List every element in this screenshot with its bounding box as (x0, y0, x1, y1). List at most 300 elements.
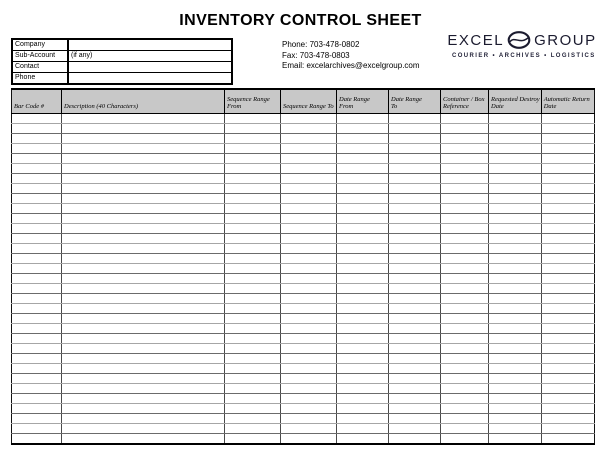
table-cell[interactable] (489, 264, 542, 274)
table-cell[interactable] (12, 394, 62, 404)
table-cell[interactable] (441, 114, 489, 124)
table-cell[interactable] (12, 424, 62, 434)
table-cell[interactable] (541, 204, 594, 214)
table-cell[interactable] (489, 364, 542, 374)
table-cell[interactable] (281, 244, 337, 254)
table-cell[interactable] (489, 144, 542, 154)
table-cell[interactable] (489, 414, 542, 424)
table-cell[interactable] (441, 344, 489, 354)
table-cell[interactable] (62, 354, 225, 364)
table-cell[interactable] (337, 114, 389, 124)
table-cell[interactable] (489, 234, 542, 244)
table-cell[interactable] (225, 244, 281, 254)
table-cell[interactable] (12, 234, 62, 244)
table-cell[interactable] (441, 304, 489, 314)
table-cell[interactable] (281, 134, 337, 144)
table-cell[interactable] (12, 354, 62, 364)
table-cell[interactable] (541, 194, 594, 204)
table-cell[interactable] (225, 134, 281, 144)
table-cell[interactable] (337, 274, 389, 284)
table-cell[interactable] (337, 124, 389, 134)
table-cell[interactable] (225, 154, 281, 164)
table-cell[interactable] (389, 374, 441, 384)
table-cell[interactable] (541, 274, 594, 284)
table-cell[interactable] (62, 334, 225, 344)
table-cell[interactable] (489, 314, 542, 324)
table-cell[interactable] (541, 254, 594, 264)
table-cell[interactable] (337, 194, 389, 204)
table-cell[interactable] (12, 314, 62, 324)
table-cell[interactable] (12, 374, 62, 384)
table-cell[interactable] (441, 354, 489, 364)
table-cell[interactable] (62, 424, 225, 434)
table-cell[interactable] (62, 184, 225, 194)
table-cell[interactable] (489, 214, 542, 224)
table-cell[interactable] (225, 354, 281, 364)
table-cell[interactable] (225, 384, 281, 394)
table-cell[interactable] (225, 114, 281, 124)
table-cell[interactable] (541, 124, 594, 134)
table-cell[interactable] (225, 394, 281, 404)
table-cell[interactable] (441, 384, 489, 394)
table-cell[interactable] (281, 304, 337, 314)
table-cell[interactable] (389, 244, 441, 254)
table-cell[interactable] (389, 364, 441, 374)
table-cell[interactable] (281, 334, 337, 344)
table-cell[interactable] (541, 224, 594, 234)
table-cell[interactable] (281, 174, 337, 184)
table-cell[interactable] (337, 414, 389, 424)
table-cell[interactable] (12, 274, 62, 284)
table-cell[interactable] (62, 224, 225, 234)
table-cell[interactable] (337, 264, 389, 274)
table-cell[interactable] (389, 204, 441, 214)
table-cell[interactable] (337, 244, 389, 254)
table-cell[interactable] (281, 434, 337, 445)
table-cell[interactable] (489, 334, 542, 344)
table-cell[interactable] (441, 334, 489, 344)
table-cell[interactable] (281, 264, 337, 274)
table-cell[interactable] (489, 134, 542, 144)
table-cell[interactable] (541, 264, 594, 274)
table-cell[interactable] (281, 374, 337, 384)
table-cell[interactable] (62, 314, 225, 324)
table-cell[interactable] (281, 234, 337, 244)
table-cell[interactable] (541, 354, 594, 364)
table-cell[interactable] (12, 364, 62, 374)
table-cell[interactable] (337, 384, 389, 394)
table-cell[interactable] (337, 134, 389, 144)
contact-field[interactable] (68, 62, 232, 73)
table-cell[interactable] (12, 284, 62, 294)
table-cell[interactable] (389, 354, 441, 364)
table-cell[interactable] (389, 424, 441, 434)
table-cell[interactable] (389, 234, 441, 244)
table-cell[interactable] (12, 184, 62, 194)
table-cell[interactable] (541, 314, 594, 324)
table-cell[interactable] (62, 164, 225, 174)
table-cell[interactable] (62, 194, 225, 204)
table-cell[interactable] (225, 174, 281, 184)
table-cell[interactable] (12, 414, 62, 424)
table-cell[interactable] (541, 234, 594, 244)
table-cell[interactable] (541, 174, 594, 184)
table-cell[interactable] (441, 404, 489, 414)
table-cell[interactable] (337, 404, 389, 414)
table-cell[interactable] (441, 154, 489, 164)
table-cell[interactable] (389, 164, 441, 174)
table-cell[interactable] (337, 154, 389, 164)
table-cell[interactable] (337, 254, 389, 264)
table-cell[interactable] (62, 344, 225, 354)
table-cell[interactable] (12, 194, 62, 204)
table-cell[interactable] (389, 324, 441, 334)
table-cell[interactable] (441, 294, 489, 304)
table-cell[interactable] (489, 294, 542, 304)
table-cell[interactable] (441, 394, 489, 404)
table-cell[interactable] (12, 134, 62, 144)
table-cell[interactable] (441, 234, 489, 244)
table-cell[interactable] (281, 274, 337, 284)
table-cell[interactable] (281, 214, 337, 224)
table-cell[interactable] (337, 294, 389, 304)
table-cell[interactable] (12, 164, 62, 174)
table-cell[interactable] (389, 404, 441, 414)
table-cell[interactable] (489, 194, 542, 204)
table-cell[interactable] (225, 414, 281, 424)
table-cell[interactable] (489, 304, 542, 314)
table-cell[interactable] (337, 224, 389, 234)
table-cell[interactable] (62, 154, 225, 164)
table-cell[interactable] (62, 364, 225, 374)
table-cell[interactable] (281, 324, 337, 334)
table-cell[interactable] (225, 264, 281, 274)
table-cell[interactable] (541, 164, 594, 174)
table-cell[interactable] (225, 144, 281, 154)
table-cell[interactable] (441, 374, 489, 384)
table-cell[interactable] (389, 174, 441, 184)
table-cell[interactable] (441, 204, 489, 214)
table-cell[interactable] (281, 204, 337, 214)
table-cell[interactable] (337, 424, 389, 434)
table-cell[interactable] (389, 274, 441, 284)
table-cell[interactable] (389, 384, 441, 394)
table-cell[interactable] (389, 284, 441, 294)
table-cell[interactable] (281, 144, 337, 154)
table-cell[interactable] (541, 414, 594, 424)
table-cell[interactable] (12, 334, 62, 344)
table-cell[interactable] (541, 424, 594, 434)
table-cell[interactable] (281, 124, 337, 134)
table-cell[interactable] (441, 174, 489, 184)
table-cell[interactable] (62, 124, 225, 134)
table-cell[interactable] (337, 434, 389, 445)
table-cell[interactable] (489, 154, 542, 164)
table-cell[interactable] (12, 204, 62, 214)
table-cell[interactable] (541, 344, 594, 354)
table-cell[interactable] (489, 324, 542, 334)
table-cell[interactable] (441, 224, 489, 234)
table-cell[interactable] (389, 184, 441, 194)
table-cell[interactable] (541, 244, 594, 254)
table-cell[interactable] (541, 134, 594, 144)
table-cell[interactable] (12, 144, 62, 154)
table-cell[interactable] (489, 204, 542, 214)
table-cell[interactable] (489, 394, 542, 404)
table-cell[interactable] (441, 314, 489, 324)
table-cell[interactable] (62, 394, 225, 404)
table-cell[interactable] (541, 374, 594, 384)
table-cell[interactable] (62, 304, 225, 314)
table-cell[interactable] (62, 144, 225, 154)
table-cell[interactable] (489, 184, 542, 194)
table-cell[interactable] (12, 324, 62, 334)
table-cell[interactable] (389, 294, 441, 304)
table-cell[interactable] (337, 144, 389, 154)
table-cell[interactable] (225, 274, 281, 284)
table-cell[interactable] (389, 194, 441, 204)
table-cell[interactable] (337, 284, 389, 294)
table-cell[interactable] (441, 434, 489, 445)
table-cell[interactable] (541, 324, 594, 334)
phone-field[interactable] (68, 73, 232, 85)
table-cell[interactable] (225, 184, 281, 194)
table-cell[interactable] (389, 264, 441, 274)
table-cell[interactable] (389, 154, 441, 164)
table-cell[interactable] (12, 384, 62, 394)
table-cell[interactable] (489, 344, 542, 354)
table-cell[interactable] (389, 314, 441, 324)
table-cell[interactable] (62, 234, 225, 244)
table-cell[interactable] (389, 334, 441, 344)
table-cell[interactable] (281, 154, 337, 164)
table-cell[interactable] (337, 214, 389, 224)
table-cell[interactable] (281, 284, 337, 294)
table-cell[interactable] (225, 214, 281, 224)
table-cell[interactable] (541, 184, 594, 194)
table-cell[interactable] (62, 404, 225, 414)
table-cell[interactable] (225, 224, 281, 234)
table-cell[interactable] (62, 254, 225, 264)
table-cell[interactable] (62, 294, 225, 304)
table-cell[interactable] (337, 174, 389, 184)
table-cell[interactable] (281, 314, 337, 324)
table-cell[interactable] (337, 164, 389, 174)
table-cell[interactable] (62, 414, 225, 424)
table-cell[interactable] (281, 184, 337, 194)
table-cell[interactable] (225, 234, 281, 244)
table-cell[interactable] (489, 174, 542, 184)
table-cell[interactable] (441, 244, 489, 254)
table-cell[interactable] (441, 364, 489, 374)
table-cell[interactable] (389, 134, 441, 144)
table-cell[interactable] (281, 354, 337, 364)
table-cell[interactable] (541, 304, 594, 314)
table-cell[interactable] (489, 424, 542, 434)
table-cell[interactable] (489, 124, 542, 134)
table-cell[interactable] (337, 364, 389, 374)
table-cell[interactable] (389, 344, 441, 354)
table-cell[interactable] (12, 124, 62, 134)
table-cell[interactable] (541, 364, 594, 374)
table-cell[interactable] (389, 224, 441, 234)
table-cell[interactable] (541, 434, 594, 445)
table-cell[interactable] (62, 284, 225, 294)
table-cell[interactable] (489, 374, 542, 384)
table-cell[interactable] (225, 124, 281, 134)
table-cell[interactable] (541, 294, 594, 304)
table-cell[interactable] (62, 134, 225, 144)
table-cell[interactable] (541, 394, 594, 404)
table-cell[interactable] (12, 404, 62, 414)
table-cell[interactable] (441, 274, 489, 284)
table-cell[interactable] (541, 404, 594, 414)
table-cell[interactable] (489, 114, 542, 124)
table-cell[interactable] (389, 124, 441, 134)
table-cell[interactable] (441, 214, 489, 224)
table-cell[interactable] (489, 244, 542, 254)
table-cell[interactable] (489, 354, 542, 364)
table-cell[interactable] (489, 284, 542, 294)
table-cell[interactable] (389, 434, 441, 445)
table-cell[interactable] (12, 254, 62, 264)
table-cell[interactable] (225, 434, 281, 445)
table-cell[interactable] (441, 414, 489, 424)
company-field[interactable] (68, 39, 232, 51)
table-cell[interactable] (225, 314, 281, 324)
table-cell[interactable] (225, 374, 281, 384)
table-cell[interactable] (12, 174, 62, 184)
table-cell[interactable] (441, 134, 489, 144)
table-cell[interactable] (441, 284, 489, 294)
table-cell[interactable] (281, 114, 337, 124)
sub-account-field[interactable]: (if any) (68, 51, 232, 62)
table-cell[interactable] (12, 244, 62, 254)
table-cell[interactable] (281, 384, 337, 394)
table-cell[interactable] (281, 424, 337, 434)
table-cell[interactable] (489, 384, 542, 394)
table-cell[interactable] (489, 404, 542, 414)
table-cell[interactable] (62, 434, 225, 445)
table-cell[interactable] (337, 304, 389, 314)
table-cell[interactable] (12, 224, 62, 234)
table-cell[interactable] (441, 194, 489, 204)
table-cell[interactable] (62, 244, 225, 254)
table-cell[interactable] (337, 324, 389, 334)
table-cell[interactable] (541, 384, 594, 394)
table-cell[interactable] (441, 144, 489, 154)
table-cell[interactable] (225, 294, 281, 304)
table-cell[interactable] (281, 164, 337, 174)
table-cell[interactable] (62, 274, 225, 284)
table-cell[interactable] (441, 324, 489, 334)
table-cell[interactable] (541, 144, 594, 154)
table-cell[interactable] (489, 224, 542, 234)
table-cell[interactable] (281, 394, 337, 404)
table-cell[interactable] (337, 184, 389, 194)
table-cell[interactable] (389, 144, 441, 154)
table-cell[interactable] (62, 324, 225, 334)
table-cell[interactable] (489, 254, 542, 264)
table-cell[interactable] (389, 394, 441, 404)
table-cell[interactable] (225, 194, 281, 204)
table-cell[interactable] (441, 264, 489, 274)
table-cell[interactable] (541, 154, 594, 164)
table-cell[interactable] (62, 374, 225, 384)
table-cell[interactable] (62, 204, 225, 214)
table-cell[interactable] (337, 394, 389, 404)
table-cell[interactable] (389, 254, 441, 264)
table-cell[interactable] (225, 284, 281, 294)
table-cell[interactable] (281, 404, 337, 414)
table-cell[interactable] (281, 344, 337, 354)
table-cell[interactable] (541, 214, 594, 224)
table-cell[interactable] (337, 314, 389, 324)
table-cell[interactable] (12, 154, 62, 164)
table-cell[interactable] (281, 224, 337, 234)
table-cell[interactable] (389, 414, 441, 424)
table-cell[interactable] (12, 114, 62, 124)
table-cell[interactable] (337, 334, 389, 344)
table-cell[interactable] (225, 254, 281, 264)
table-cell[interactable] (12, 434, 62, 445)
table-cell[interactable] (337, 204, 389, 214)
table-cell[interactable] (541, 334, 594, 344)
table-cell[interactable] (62, 174, 225, 184)
table-cell[interactable] (225, 424, 281, 434)
table-cell[interactable] (281, 294, 337, 304)
table-cell[interactable] (281, 364, 337, 374)
table-cell[interactable] (225, 404, 281, 414)
table-cell[interactable] (12, 294, 62, 304)
table-cell[interactable] (62, 384, 225, 394)
table-cell[interactable] (489, 164, 542, 174)
table-cell[interactable] (12, 264, 62, 274)
table-cell[interactable] (337, 354, 389, 364)
table-cell[interactable] (337, 344, 389, 354)
table-cell[interactable] (489, 434, 542, 445)
table-cell[interactable] (281, 414, 337, 424)
table-cell[interactable] (389, 214, 441, 224)
table-cell[interactable] (489, 274, 542, 284)
table-cell[interactable] (337, 374, 389, 384)
table-cell[interactable] (337, 234, 389, 244)
table-cell[interactable] (62, 114, 225, 124)
table-cell[interactable] (62, 264, 225, 274)
table-cell[interactable] (541, 284, 594, 294)
table-cell[interactable] (12, 344, 62, 354)
table-cell[interactable] (12, 214, 62, 224)
table-cell[interactable] (62, 214, 225, 224)
table-cell[interactable] (12, 304, 62, 314)
table-cell[interactable] (441, 124, 489, 134)
table-cell[interactable] (225, 204, 281, 214)
table-cell[interactable] (441, 424, 489, 434)
table-cell[interactable] (281, 194, 337, 204)
table-cell[interactable] (541, 114, 594, 124)
table-cell[interactable] (225, 334, 281, 344)
table-cell[interactable] (225, 344, 281, 354)
table-cell[interactable] (281, 254, 337, 264)
table-cell[interactable] (389, 304, 441, 314)
table-cell[interactable] (441, 184, 489, 194)
table-cell[interactable] (225, 304, 281, 314)
table-cell[interactable] (225, 164, 281, 174)
table-cell[interactable] (225, 364, 281, 374)
table-cell[interactable] (441, 164, 489, 174)
table-cell[interactable] (389, 114, 441, 124)
table-cell[interactable] (225, 324, 281, 334)
